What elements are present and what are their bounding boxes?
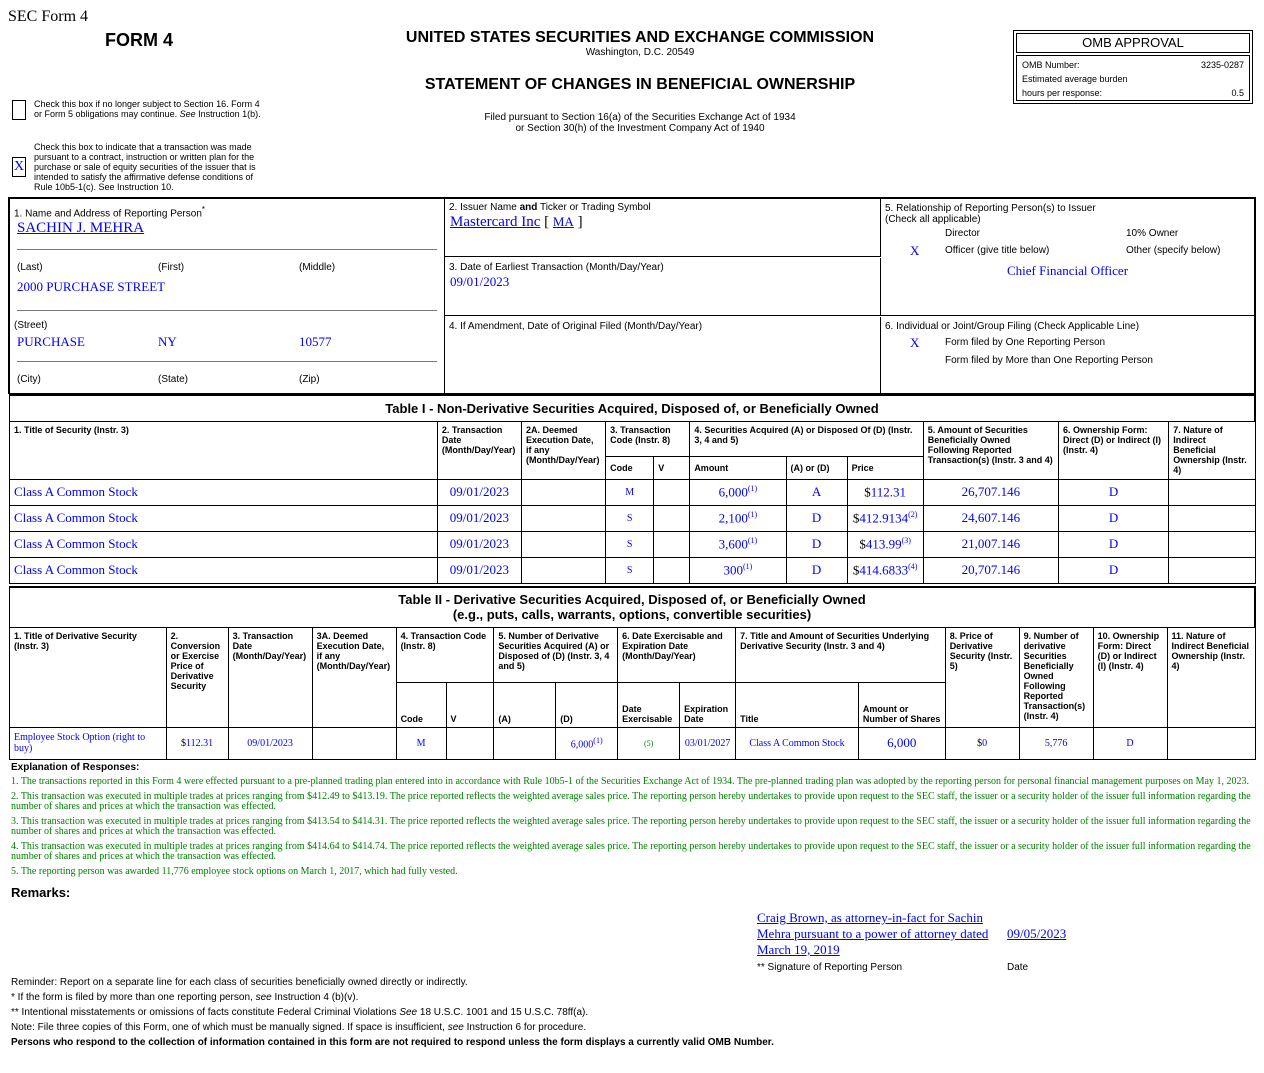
t1-sh-aord: (A) or (D) bbox=[786, 456, 847, 479]
t2-h-date: 3. Transaction Date (Month/Day/Year) bbox=[228, 627, 312, 727]
first-label: (First) bbox=[158, 262, 185, 273]
t2-h-conversion: 2. Conversion or Exercise Price of Derivative Security bbox=[166, 627, 228, 727]
table-2-title bbox=[10, 587, 1256, 627]
t1-date-text: 09/01/2023 bbox=[449, 536, 510, 551]
signature-date[interactable]: 09/05/2023 bbox=[1007, 926, 1067, 941]
t1-price-footnote: (4) bbox=[908, 561, 918, 571]
earliest-label: 3. Date of Earliest Transaction (Month/Day/Year) bbox=[449, 262, 664, 273]
t1-amount-footnote: (1) bbox=[747, 483, 758, 493]
t1-deemed bbox=[522, 557, 606, 583]
street-value: 2000 PURCHASE STREET bbox=[17, 279, 166, 294]
zip-label: (Zip) bbox=[299, 374, 320, 385]
t1-code-text: S bbox=[626, 564, 633, 576]
bracket-open: [ bbox=[544, 214, 550, 230]
t1-sh-v: V bbox=[654, 456, 690, 479]
t1-owned-text: 24,607.146 bbox=[961, 510, 1021, 525]
omb-hours: 0.5 bbox=[1231, 88, 1244, 98]
note-2: 2. This transaction was executed in multiple trades at prices ranging from $412.49 to $413.19. The price reported reflects the weighted average sales price. The reporting person hereby undertakes to provide upon request to the SEC staff, the issuer or a security holder of the issuer full information regarding the number of shares and prices at which the transaction was effected. bbox=[11, 791, 1251, 812]
t2-expiration-text: 03/01/2027 bbox=[684, 737, 731, 749]
t1-h-owned: 5. Amount of Securities Beneficially Owned Following Reported Transaction(s) (Instr. 3 and 4) bbox=[923, 421, 1058, 479]
reporting-person-box bbox=[10, 199, 445, 393]
t2-sh-code: Code bbox=[396, 682, 446, 727]
footer-line-4: Note: File three copies of this Form, one of which must be manually signed. If space is insufficient, see Instruction 6 for procedure. bbox=[11, 1022, 587, 1033]
t2-sh-title: Title bbox=[736, 682, 859, 727]
section16-checkbox[interactable] bbox=[12, 100, 26, 120]
street-label: (Street) bbox=[14, 320, 48, 331]
t1-title-text: Class A Common Stock bbox=[14, 536, 138, 551]
t2-form bbox=[1093, 727, 1167, 759]
t2-owned bbox=[1019, 727, 1093, 759]
note-3: 3. This transaction was executed in multiple trades at prices ranging from $413.54 to $414.31. The price reported reflects the weighted average sales price. The reporting person hereby undertakes to provide upon request to the SEC staff, the issuer or a security holder of the issuer full information regarding the number of shares and prices at which the transaction was effected. bbox=[11, 816, 1251, 837]
omb-details bbox=[1016, 55, 1250, 101]
t2-form-text: D bbox=[1126, 737, 1134, 749]
t1-amount-text: 3,600 bbox=[718, 536, 748, 552]
t1-h-nature: 7. Nature of Indirect Beneficial Ownership (Instr. 4) bbox=[1169, 421, 1255, 479]
t2-price-dollar: $ bbox=[181, 737, 187, 749]
note-4: 4. This transaction was executed in multiple trades at prices ranging from $414.64 to $414.74. The price reported reflects the weighted average sales price. The reporting person hereby undertakes to provide upon request to the SEC staff, the issuer or a security holder of the issuer full information regarding the number of shares and prices at which the transaction was effected. bbox=[11, 841, 1251, 862]
t1-code bbox=[606, 531, 654, 557]
t1-v bbox=[654, 505, 690, 531]
t2-exercisable-text: (5) bbox=[644, 738, 654, 748]
officer-title: Chief Financial Officer bbox=[1006, 263, 1129, 278]
t1-ad-text: D bbox=[811, 562, 822, 577]
t1-owned-text: 26,707.146 bbox=[961, 484, 1021, 499]
t2-v bbox=[446, 727, 494, 759]
table-1-row bbox=[10, 505, 1256, 531]
t1-deemed bbox=[522, 531, 606, 557]
t2-d bbox=[556, 727, 618, 759]
t1-deemed bbox=[522, 505, 606, 531]
t1-code-text: M bbox=[625, 486, 635, 498]
t2-nature bbox=[1167, 727, 1255, 759]
t2-owned-text: 5,776 bbox=[1044, 737, 1068, 749]
table-1-row bbox=[10, 557, 1256, 583]
t1-form bbox=[1059, 557, 1169, 583]
t1-amount-footnote: (1) bbox=[747, 535, 758, 545]
t1-code-text: S bbox=[626, 512, 633, 524]
t2-deemed bbox=[312, 727, 396, 759]
explanation-notes bbox=[11, 777, 1256, 877]
t1-v bbox=[654, 531, 690, 557]
omb-approval-box bbox=[1013, 30, 1253, 104]
t1-owned bbox=[923, 557, 1058, 583]
t2-code bbox=[396, 727, 446, 759]
t1-ad-text: D bbox=[811, 536, 822, 551]
last-label: (Last) bbox=[17, 262, 43, 273]
issuer-label: 2. Issuer Name and Ticker or Trading Symbol bbox=[449, 202, 651, 213]
omb-number: 3235-0287 bbox=[1200, 60, 1244, 70]
t1-price bbox=[847, 531, 923, 557]
middle-label: (Middle) bbox=[299, 262, 336, 273]
state-label: (State) bbox=[158, 374, 189, 385]
filed-pursuant-2: or Section 30(h) of the Investment Company Act of 1940 bbox=[515, 123, 765, 134]
t1-h-code: 3. Transaction Code (Instr. 8) bbox=[606, 421, 690, 456]
t2-date bbox=[228, 727, 312, 759]
t1-h-date: 2. Transaction Date (Month/Day/Year) bbox=[437, 421, 521, 479]
t2-sh-expiration: Expiration Date bbox=[680, 682, 736, 727]
issuer-line bbox=[450, 214, 583, 231]
t1-form-text: D bbox=[1108, 562, 1119, 577]
issuer-ticker[interactable]: MA bbox=[552, 214, 574, 229]
t1-sh-price: Price bbox=[847, 456, 923, 479]
remarks-title: Remarks: bbox=[11, 885, 71, 900]
relationship-box bbox=[881, 199, 1254, 316]
issuer-box bbox=[445, 199, 881, 257]
t1-price-dollar: $ bbox=[852, 562, 860, 578]
t2-h-nature: 11. Nature of Indirect Beneficial Ownership (Instr. 4) bbox=[1167, 627, 1255, 727]
t2-price8-text: 0 bbox=[982, 737, 988, 749]
filed-pursuant-1: Filed pursuant to Section 16(a) of the Securities Exchange Act of 1934 bbox=[484, 112, 796, 123]
explanation-title: Explanation of Responses: bbox=[11, 762, 140, 773]
table-2-row bbox=[10, 727, 1256, 759]
t1-date-text: 09/01/2023 bbox=[449, 510, 510, 525]
t2-u-amount bbox=[858, 727, 945, 759]
city-label: (City) bbox=[17, 374, 41, 385]
t1-ad-text: D bbox=[811, 510, 822, 525]
t1-title bbox=[10, 531, 438, 557]
statement-title: STATEMENT OF CHANGES IN BENEFICIAL OWNERSHIP bbox=[424, 76, 856, 93]
t2-sh-exercisable: Date Exercisable bbox=[618, 682, 680, 727]
rule10b5-text: Check this box to indicate that a transaction was made pursuant to a contract, instruction or written plan for the purchase or sale of equity securities of the issuer that is intended to satisfy the affirmative defense conditions of Rule 10b5-1(c). See Instruction 10. bbox=[34, 142, 256, 192]
t2-sh-v: V bbox=[446, 682, 494, 727]
t1-date bbox=[437, 505, 521, 531]
ten-percent-owner-label: 10% Owner bbox=[1126, 228, 1179, 239]
t1-amount bbox=[690, 479, 786, 505]
t1-ad bbox=[786, 557, 847, 583]
director-label: Director bbox=[945, 228, 981, 239]
t1-date bbox=[437, 531, 521, 557]
earliest-transaction-box bbox=[445, 258, 881, 316]
t1-owned bbox=[923, 479, 1058, 505]
t1-title-text: Class A Common Stock bbox=[14, 510, 138, 525]
t2-h-deemed: 3A. Deemed Execution Date, if any (Month/Day/Year) bbox=[312, 627, 396, 727]
signature-label: ** Signature of Reporting Person bbox=[757, 962, 903, 973]
t1-h-form: 6. Ownership Form: Direct (D) or Indirect (I) (Instr. 4) bbox=[1059, 421, 1169, 479]
t2-price bbox=[166, 727, 228, 759]
t1-date-text: 09/01/2023 bbox=[449, 484, 510, 499]
t1-ad bbox=[786, 479, 847, 505]
filing-box bbox=[881, 317, 1254, 393]
t1-amount bbox=[690, 531, 786, 557]
t1-owned bbox=[923, 505, 1058, 531]
t2-h-title: 1. Title of Derivative Security (Instr. 3) bbox=[10, 627, 167, 727]
t2-exercisable bbox=[618, 727, 680, 759]
t1-amount-footnote: (1) bbox=[742, 561, 753, 571]
omb-burden-label: Estimated average burden bbox=[1022, 74, 1128, 84]
t1-sh-code: Code bbox=[606, 456, 654, 479]
filing-label: 6. Individual or Joint/Group Filing (Check Applicable Line) bbox=[885, 321, 1140, 332]
bracket-close: ] bbox=[577, 214, 583, 230]
table-1 bbox=[9, 394, 1256, 584]
agency-city: Washington, D.C. 20549 bbox=[585, 47, 695, 58]
table-2-title-line-1: Table II - Derivative Securities Acquired, Disposed of, or Beneficially Owned bbox=[398, 592, 866, 608]
t1-v bbox=[654, 479, 690, 505]
t1-form bbox=[1059, 505, 1169, 531]
t2-expiration bbox=[680, 727, 736, 759]
t1-date bbox=[437, 557, 521, 583]
t2-u-title-text: Class A Common Stock bbox=[749, 737, 845, 749]
other-label: Other (specify below) bbox=[1126, 245, 1221, 256]
t1-price-dollar: $ bbox=[852, 510, 860, 526]
state-value: NY bbox=[158, 334, 177, 349]
t1-price-text: 414.6833 bbox=[859, 562, 909, 578]
officer-label: Officer (give title below) bbox=[945, 245, 1050, 256]
t1-title bbox=[10, 479, 438, 505]
t1-amount bbox=[690, 557, 786, 583]
city-value: PURCHASE bbox=[17, 334, 85, 349]
t1-price-text: 413.99 bbox=[865, 536, 902, 552]
t1-title-text: Class A Common Stock bbox=[14, 562, 138, 577]
t2-title-text: Employee Stock Option (right to buy) bbox=[14, 732, 146, 754]
relationship-label: 5. Relationship of Reporting Person(s) to Issuer bbox=[885, 203, 1096, 214]
t2-h-exercisable: 6. Date Exercisable and Expiration Date (Month/Day/Year) bbox=[618, 627, 736, 682]
date-label: Date bbox=[1007, 962, 1029, 973]
t1-form-text: D bbox=[1108, 536, 1119, 551]
t2-u-amount-text: 6,000 bbox=[887, 735, 917, 750]
signature-text[interactable]: Craig Brown, as attorney-in-fact for Sachin Mehra pursuant to a power of attorney dated March 19, 2019 bbox=[757, 910, 989, 957]
t2-h-code: 4. Transaction Code (Instr. 8) bbox=[396, 627, 494, 682]
t1-price-footnote: (2) bbox=[908, 509, 918, 519]
t1-amount bbox=[690, 505, 786, 531]
t2-code-text: M bbox=[416, 737, 426, 749]
t2-price-text: 112.31 bbox=[186, 737, 214, 749]
t1-h-acquired: 4. Securities Acquired (A) or Disposed Of (D) (Instr. 3, 4 and 5) bbox=[690, 421, 923, 456]
note-5: 5. The reporting person was awarded 11,776 employee stock options on March 1, 2017, which had fully vested. bbox=[11, 866, 458, 877]
t1-nature bbox=[1169, 557, 1255, 583]
omb-hours-label: hours per response: bbox=[1022, 88, 1103, 98]
t1-code bbox=[606, 505, 654, 531]
t1-price-text: 112.31 bbox=[870, 484, 907, 500]
t1-amount-text: 2,100 bbox=[718, 510, 748, 526]
table-2-title-line-2: (e.g., puts, calls, warrants, options, convertible securities) bbox=[452, 607, 812, 623]
t1-price bbox=[847, 505, 923, 531]
t1-owned-text: 21,007.146 bbox=[961, 536, 1021, 551]
t1-ad-text: A bbox=[811, 484, 822, 499]
persons-notice: Persons who respond to the collection of information contained in this form are not required to respond unless the form displays a currently valid OMB Number. bbox=[11, 1037, 774, 1048]
t2-h-number: 5. Number of Derivative Securities Acquired (A) or Disposed of (D) (Instr. 3, 4 and 5) bbox=[494, 627, 618, 682]
t1-h-deemed: 2A. Deemed Execution Date, if any (Month/Day/Year) bbox=[522, 421, 606, 479]
footer-line-2: * If the form is filed by more than one reporting person, see Instruction 4 (b)(v). bbox=[11, 992, 359, 1003]
t1-amount-text: 6,000 bbox=[718, 484, 748, 500]
t2-d-footnote: (1) bbox=[593, 735, 603, 745]
t2-h-underlying: 7. Title and Amount of Securities Underlying Derivative Security (Instr. 3 and 4) bbox=[736, 627, 946, 682]
note-1: 1. The transactions reported in this Form 4 were effected pursuant to a pre-planned trading plan entered into in accordance with Rule 10b5-1 of the Securities Exchange Act of 1934. The pre-planned trading plan was adopted by the reporting person for personal financial management purposes on May 1, 2023. bbox=[11, 776, 1249, 787]
t2-sh-amount: Amount or Number of Shares bbox=[858, 682, 945, 727]
officer-checkmark[interactable]: X bbox=[910, 243, 920, 258]
t1-deemed bbox=[522, 479, 606, 505]
t2-price8-dollar: $ bbox=[977, 737, 983, 749]
one-person-label: Form filed by One Reporting Person bbox=[945, 337, 1106, 348]
t1-ad bbox=[786, 505, 847, 531]
t1-sh-amount: Amount bbox=[690, 456, 786, 479]
t1-amount-text: 300 bbox=[723, 562, 743, 578]
t1-price bbox=[847, 479, 923, 505]
t1-form bbox=[1059, 531, 1169, 557]
t2-date-text: 09/01/2023 bbox=[247, 737, 293, 749]
t2-price8 bbox=[945, 727, 1019, 759]
t1-price-dollar: $ bbox=[864, 484, 871, 500]
one-person-checkmark[interactable]: X bbox=[910, 335, 920, 350]
reporting-person-name[interactable]: SACHIN J. MEHRA bbox=[17, 220, 145, 236]
t1-h-title: 1. Title of Security (Instr. 3) bbox=[10, 421, 438, 479]
zip-value: 10577 bbox=[299, 334, 332, 349]
t1-nature bbox=[1169, 479, 1255, 505]
omb-title: OMB APPROVAL bbox=[1016, 33, 1250, 53]
t1-nature bbox=[1169, 505, 1255, 531]
t1-ad bbox=[786, 531, 847, 557]
t1-v bbox=[654, 557, 690, 583]
t2-title bbox=[10, 727, 167, 759]
t2-h-form: 10. Ownership Form: Direct (D) or Indirect (I) (Instr. 4) bbox=[1093, 627, 1167, 727]
t1-price-dollar: $ bbox=[859, 536, 866, 552]
table-1-row bbox=[10, 531, 1256, 557]
t1-price-footnote: (3) bbox=[901, 535, 911, 545]
t1-price bbox=[847, 557, 923, 583]
t1-price-text: 412.9134 bbox=[859, 510, 909, 526]
table-1-title: Table I - Non-Derivative Securities Acquired, Disposed of, or Beneficially Owned bbox=[10, 395, 1256, 421]
relationship-sub: (Check all applicable) bbox=[885, 214, 981, 225]
t1-form-text: D bbox=[1108, 510, 1119, 525]
t1-code bbox=[606, 557, 654, 583]
t1-form-text: D bbox=[1108, 484, 1119, 499]
t1-owned-text: 20,707.146 bbox=[961, 562, 1021, 577]
rule10b5-checkbox[interactable]: X bbox=[12, 157, 26, 177]
reporting-person-label: 1. Name and Address of Reporting Person* bbox=[14, 205, 206, 220]
issuer-name[interactable]: Mastercard Inc bbox=[450, 214, 541, 230]
form-title: FORM 4 bbox=[105, 30, 174, 50]
t1-code-text: S bbox=[626, 538, 633, 550]
t1-title bbox=[10, 557, 438, 583]
omb-number-label: OMB Number: bbox=[1022, 60, 1080, 70]
t2-h-price: 8. Price of Derivative Security (Instr. 5) bbox=[945, 627, 1019, 727]
t1-form bbox=[1059, 479, 1169, 505]
t2-h-owned: 9. Number of derivative Securities Beneficially Owned Following Reported Transaction(s) (Instr. 4) bbox=[1019, 627, 1093, 727]
t2-a bbox=[494, 727, 556, 759]
t2-sh-a: (A) bbox=[494, 682, 556, 727]
footer-line-3: ** Intentional misstatements or omissions of facts constitute Federal Criminal Violations See 18 U.S.C. 1001 and 15 U.S.C. 78ff(a). bbox=[11, 1007, 589, 1018]
table-1-row bbox=[10, 479, 1256, 505]
t1-nature bbox=[1169, 531, 1255, 557]
agency-title: UNITED STATES SECURITIES AND EXCHANGE COMMISSION bbox=[405, 29, 875, 46]
more-persons-label: Form filed by More than One Reporting Person bbox=[945, 355, 1153, 366]
t2-u-title bbox=[736, 727, 859, 759]
t1-title bbox=[10, 505, 438, 531]
amendment-box bbox=[445, 317, 881, 393]
t2-sh-d: (D) bbox=[556, 682, 618, 727]
reminder-text: Reminder: Report on a separate line for each class of securities beneficially owned directly or indirectly. bbox=[11, 977, 468, 988]
t1-date-text: 09/01/2023 bbox=[449, 562, 510, 577]
t1-code bbox=[606, 479, 654, 505]
table-2 bbox=[9, 586, 1256, 760]
t2-d-text: 6,000 bbox=[570, 739, 594, 751]
t1-owned bbox=[923, 531, 1058, 557]
t1-date bbox=[437, 479, 521, 505]
amendment-label: 4. If Amendment, Date of Original Filed (Month/Day/Year) bbox=[449, 321, 703, 332]
t1-title-text: Class A Common Stock bbox=[14, 484, 138, 499]
section16-text: Check this box if no longer subject to Section 16. Form 4 or Form 5 obligations may continue. See Instruction 1(b). bbox=[34, 99, 261, 119]
earliest-value: 09/01/2023 bbox=[450, 274, 510, 289]
sec-form-label: SEC Form 4 bbox=[8, 8, 89, 25]
t1-amount-footnote: (1) bbox=[747, 509, 758, 519]
